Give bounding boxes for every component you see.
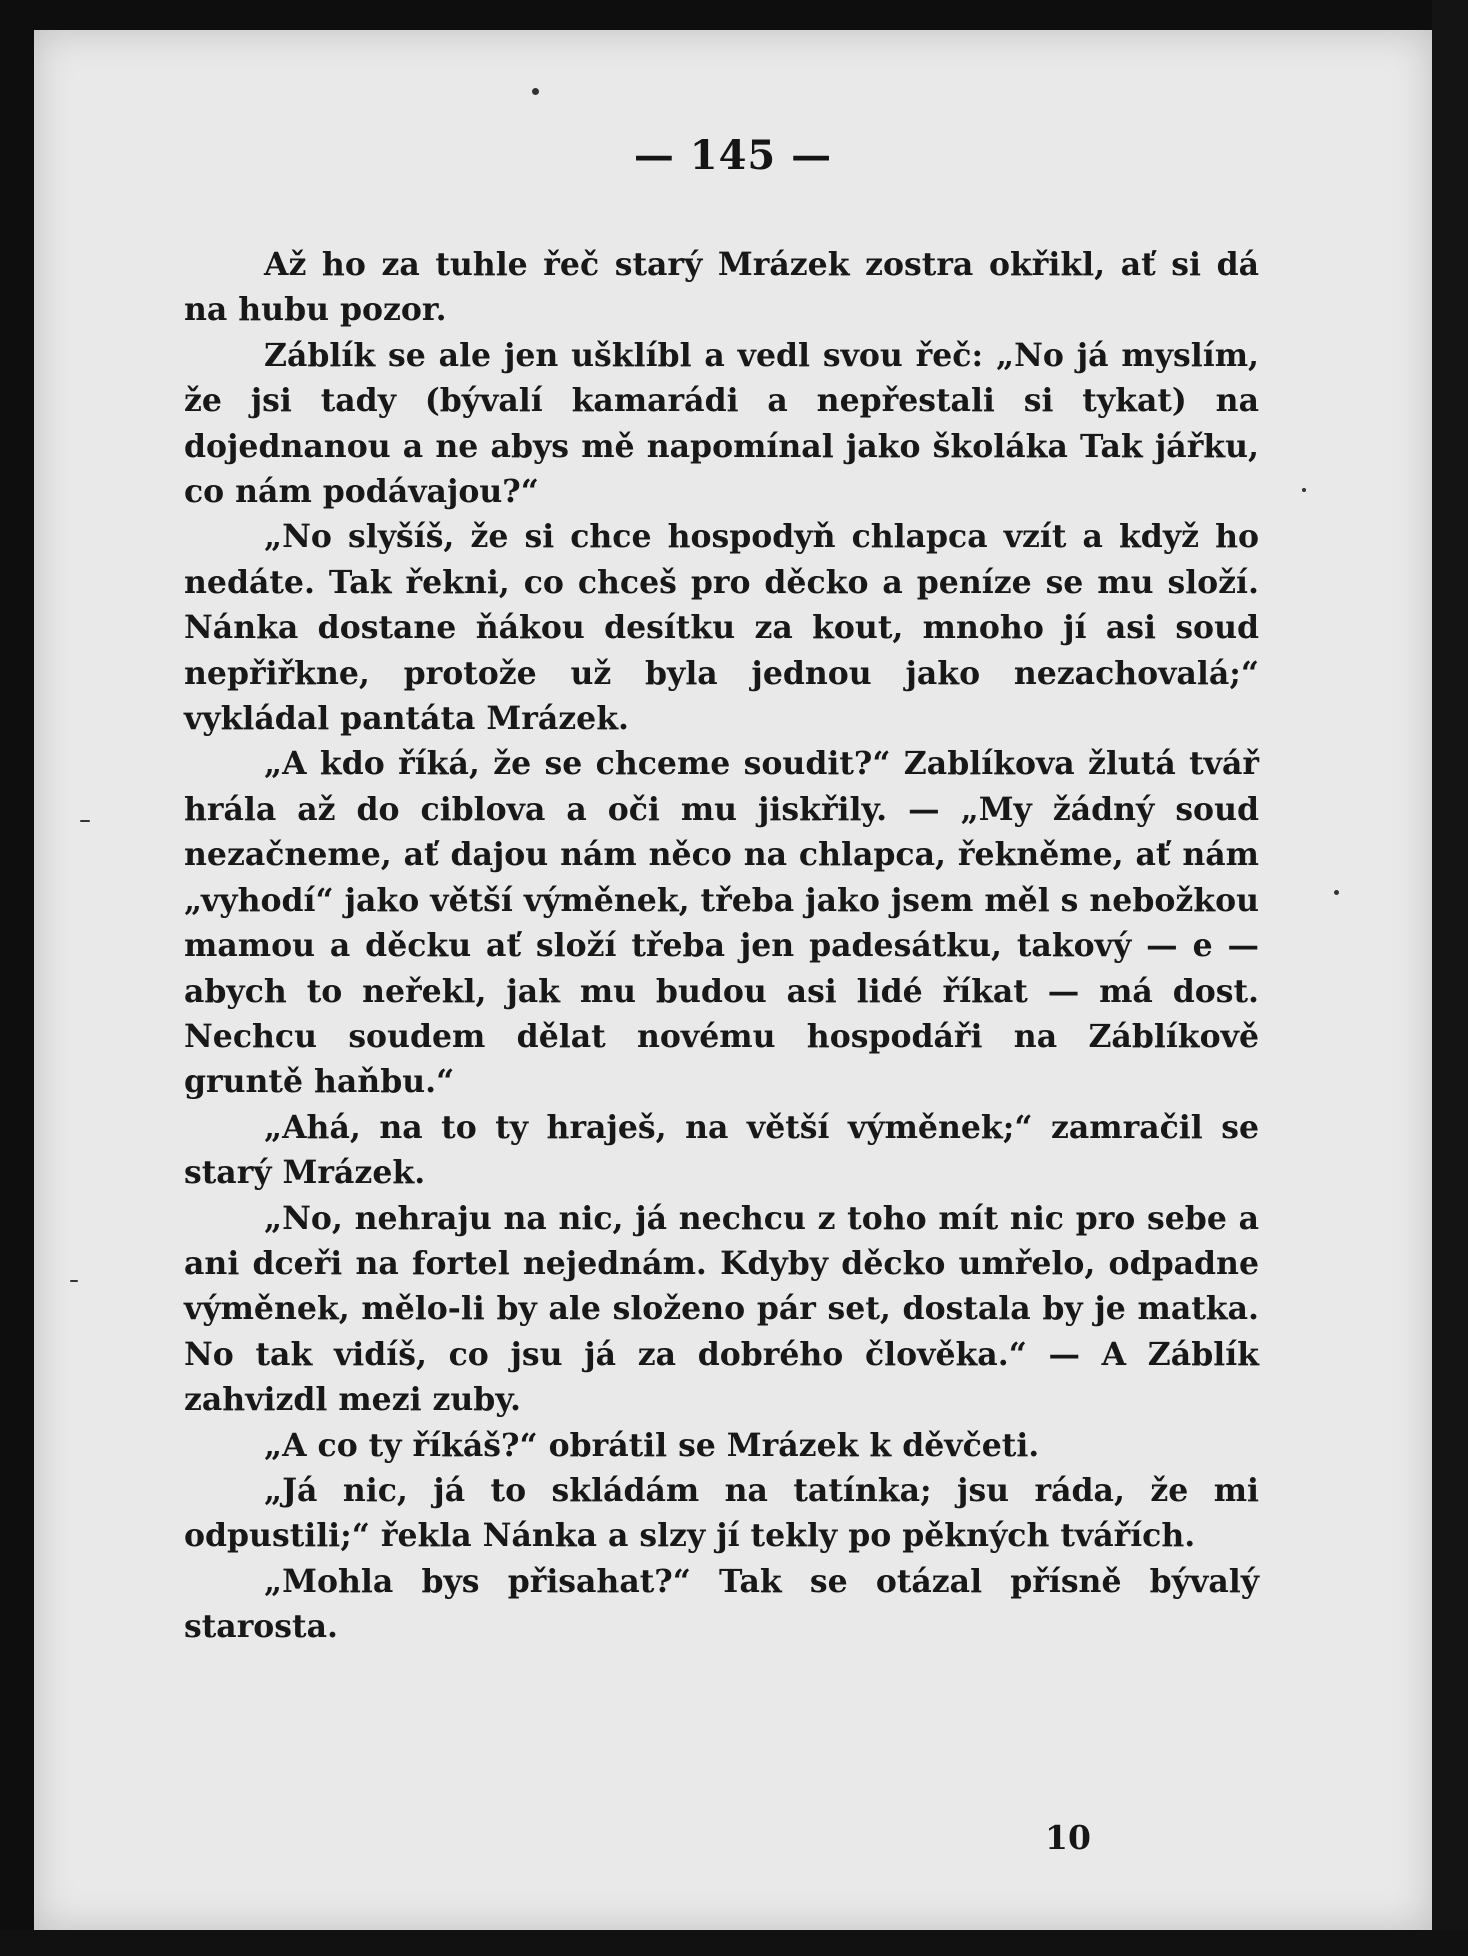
paragraph: „Ahá, na to ty hraješ, na větší výměnek;“ zamračil se starý Mrázek. <box>184 1108 1259 1192</box>
paragraph: „No, nehraju na nic, já nechcu z toho mít nic pro sebe a ani dceři na fortel nejednám. Kdyby děcko umřelo, odpadne výměnek, mělo-li by ale složeno pár set, dostala by je matka. No tak vidíš, co jsu já za dobrého člověka.“ — A Záblík zahvizdl mezi zuby. <box>184 1199 1259 1419</box>
paper-speck <box>532 88 539 95</box>
scan-edge-bottom <box>0 1930 1468 1956</box>
paper-speck <box>1302 488 1306 492</box>
signature-mark: 10 <box>1045 1818 1091 1857</box>
paper-sheet <box>34 30 1432 1930</box>
paragraph: „A co ty říkáš?“ obrátil se Mrázek k děvčeti. <box>264 1426 1040 1464</box>
scan-edge-right <box>1432 0 1468 1956</box>
body-text <box>184 242 1259 1650</box>
paragraph: „A kdo říká, že se chceme soudit?“ Zablíkova žlutá tvář hrála až do ciblova a oči mu jiskřily. — „My žádný soud nezačneme, ať dajou nám něco na chlapca, řekněme, ať nám „vyhodí“ jako větší výměnek, třeba jako jsem měl s nebožkou mamou a děcku ať složí třeba jen padesátku, takový — e — abych to neřekl, jak mu budou asi lidé říkat — má dost. Nechcu soudem dělat novému hospodáři na Záblíkově gruntě haňbu.“ <box>184 745 1259 1101</box>
paragraph: „No slyšíš, že si chce hospodyň chlapca vzít a když ho nedáte. Tak řekni, co chceš pro děcko a peníze se mu složí. Nánka dostane ňákou desítku za kout, mnoho jí asi soud nepřiřkne, protože už byla jednou jako nezachovalá;“ vykládal pantáta Mrázek. <box>184 518 1259 738</box>
paragraph: Až ho za tuhle řeč starý Mrázek zostra okřikl, ať si dá na hubu pozor. <box>184 246 1259 329</box>
paragraph: „Mohla bys přisahat?“ Tak se otázal přísně bývalý starosta. <box>184 1562 1259 1646</box>
paragraph: „Já nic, já to skládám na tatínka; jsu ráda, že mi odpustili;“ řekla Nánka a slzy jí tekly po pěkných tvářích. <box>184 1471 1259 1555</box>
page-number-header: — 145 — <box>633 132 833 179</box>
paper-speck <box>70 1280 78 1282</box>
paper-speck <box>1334 890 1339 895</box>
paper-speck <box>80 820 90 822</box>
paragraph: Záblík se ale jen ušklíbl a vedl svou řeč: „No já myslím, že jsi tady (bývalí kamarádi a nepřestali si tykat) na dojednanou a ne abys mě napomínal jako školáka Tak jářku, co nám podávajou?“ <box>184 336 1259 511</box>
